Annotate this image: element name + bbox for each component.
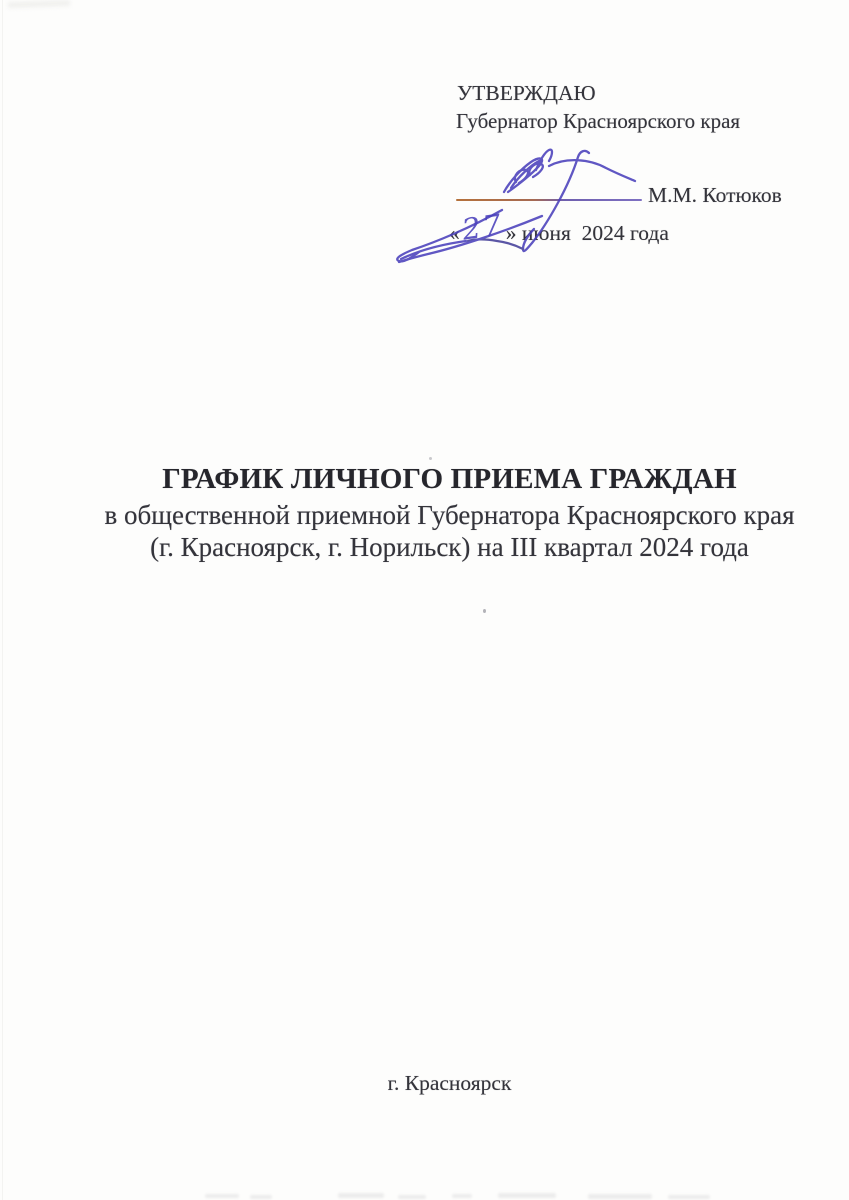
- date-rest: июня 2024 года: [516, 221, 669, 245]
- document-title: ГРАФИК ЛИЧНОГО ПРИЕМА ГРАЖДАН: [162, 463, 737, 495]
- footer-city: г. Красноярск: [387, 1071, 512, 1095]
- approver-name: М.М. Котюков: [648, 183, 782, 207]
- page-bleed-smudge: [588, 1194, 652, 1199]
- page-bleed-smudge: [338, 1193, 384, 1198]
- approval-stamp-label: УТВЕРЖДАЮ: [457, 81, 596, 105]
- signature-stroke: [515, 170, 528, 183]
- handwritten-day: 27: [459, 207, 505, 247]
- page-bleed-smudge: [668, 1195, 710, 1199]
- page-bleed-smudge: [398, 1195, 426, 1199]
- signature-line: [456, 199, 642, 201]
- page-bleed-smudge: [452, 1194, 472, 1198]
- signature-stroke: [504, 159, 542, 192]
- scan-edge-line: [2, 0, 3, 1200]
- approval-date: [449, 207, 669, 247]
- signature-stroke: [536, 150, 552, 170]
- page-bleed-smudge: [498, 1193, 556, 1198]
- document-subtitle-1: в общественной приемной Губернатора Красноярского края: [104, 500, 795, 530]
- scan-speck: [483, 609, 486, 613]
- signature-stroke: [529, 164, 542, 177]
- date-close-quote: »: [505, 221, 517, 245]
- approver-title: Губернатор Красноярского края: [456, 109, 741, 133]
- page-bleed-smudge: [250, 1195, 272, 1199]
- scan-speck: [429, 457, 432, 460]
- date-open-quote: «: [449, 221, 460, 245]
- document-subtitle-2: (г. Красноярск, г. Норильск) на III квартал 2024 года: [150, 532, 749, 562]
- signature-stroke: [549, 160, 635, 181]
- signature-stroke: [511, 161, 539, 188]
- page-bleed-smudge: [205, 1194, 239, 1198]
- scan-corner-smudge: [8, 0, 70, 8]
